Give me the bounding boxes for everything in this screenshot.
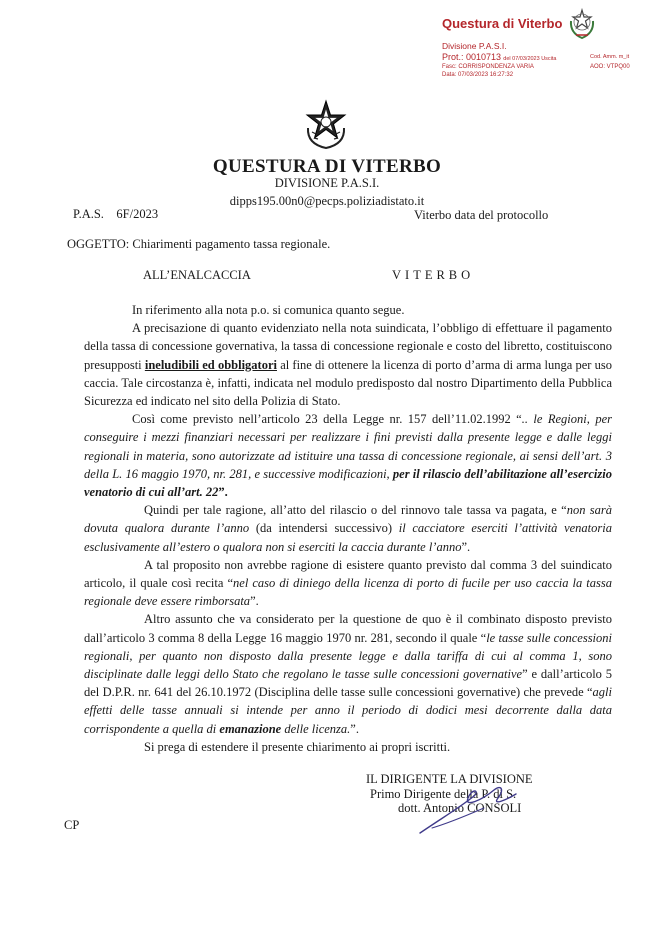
paragraph-law-157-quote: .. le Regioni, per conseguire i mezzi finanziari necessari per realizzare i fini previsti dalla presente legge e dalle leggi regionali in materia, sono autorizzate ad istituire una tassa di concessione regionale, ai sensi dell’art. 3 della L. 16 maggio 1970, nr. 281, e successive modificazioni, bbox=[84, 412, 612, 481]
paragraph-combined-middle: ” e dall’articolo 5 del D.P.R. nr. 641 del 26.10.1972 (Disciplina delle tasse sulle concessioni governative) che prevede “ bbox=[84, 667, 612, 700]
paragraph-comma-3 bbox=[84, 556, 612, 611]
paragraph-payment-close: ”. bbox=[461, 539, 471, 554]
paragraph-comma-3-intro: A tal proposito non avrebbe ragione di esistere quanto previsto dal comma 3 del suindicato articolo, il quale così recita “ bbox=[84, 557, 612, 591]
paragraph-law-157-emphasis: per il rilascio dell’abilitazione all’esercizio venatorio di cui all’art. 22 bbox=[84, 466, 612, 500]
signature-name: dott. Antonio CONSOLI bbox=[398, 801, 522, 816]
paragraph-payment-intro: Quindi per tale ragione, all’atto del rilascio o del rinnovo tale tassa va pagata, e “ bbox=[144, 503, 567, 518]
subject-line: OGGETTO: Chiarimenti pagamento tassa regionale. bbox=[67, 237, 331, 251]
paragraph-combined-quote-end: delle licenza. bbox=[281, 721, 351, 736]
operator-initials: CP bbox=[64, 818, 80, 832]
paragraph-combined-close: ”. bbox=[350, 721, 359, 736]
paragraph-intro-text: In riferimento alla nota p.o. si comunica quanto segue. bbox=[132, 303, 405, 317]
recipient-name: ALL’ENALCACCIA bbox=[143, 268, 251, 282]
letterhead-title: QUESTURA DI VITERBO bbox=[212, 156, 442, 177]
paragraph-payment-quote-2: il cacciatore eserciti l’attività venatoria esclusivamente all’estero o qualora non si eserciti la caccia durante l’anno bbox=[84, 521, 612, 554]
paragraph-comma-3-close: ”. bbox=[250, 594, 259, 609]
paragraph-law-157-intro: Così come previsto nell’articolo 23 della Legge nr. 157 dell’11.02.1992 “ bbox=[132, 412, 522, 427]
letter-body bbox=[84, 301, 612, 756]
signature-role: IL DIRIGENTE LA DIVISIONE bbox=[366, 772, 533, 786]
reference-code: P.A.S. 6F/2023 bbox=[73, 207, 159, 221]
paragraph-combined-quote-2: agli effetti delle tasse annuali si intende per anno il periodo di dodici mesi decorrente dalla data corrispondente a quella di bbox=[84, 685, 612, 736]
republic-star-emblem-icon bbox=[302, 98, 350, 150]
stamp-division: Divisione P.A.S.I. bbox=[442, 41, 507, 51]
stamp-office-title: Questura di Viterbo bbox=[442, 16, 563, 31]
stamp-protocol-number: Prot.: 0010713 bbox=[442, 52, 502, 62]
paragraph-intro bbox=[84, 301, 612, 319]
stamp-fascicolo: Fasc: CORRISPONDENZA VARIA bbox=[442, 64, 534, 70]
paragraph-obligation bbox=[84, 319, 612, 410]
paragraph-combined-quote-1: le tasse sulle concessioni regionali, per quanto non disposto dalla presente legge e dalla tariffa di cui al comma 1, sono disciplinate dalle leggi dello Stato che regolano le tasse sulle concessioni governative bbox=[84, 630, 613, 682]
stamp-aoo: AOO: VTPQ00 bbox=[590, 64, 630, 70]
recipient-city: VITERBO bbox=[392, 268, 475, 282]
paragraph-law-157 bbox=[84, 410, 612, 501]
paragraph-obligation-text-end: al fine di ottenere la licenza di porto d’arma di arma lunga per uso caccia. Tale circostanza è, infatti, indicata nel modulo predisposto dal nostro Dipartimento della Pubblica Sicurezza ed indicato nel sito della Polizia di Stato. bbox=[84, 357, 612, 409]
letterhead-email: dipps195.00n0@pecps.poliziadistato.it bbox=[229, 194, 425, 208]
paragraph-payment-quote-1: non sarà dovuta qualora durante l’anno bbox=[84, 503, 612, 536]
letterhead-division: DIVISIONE P.A.S.I. bbox=[274, 176, 380, 190]
emphasis-emanazione: emanazione bbox=[219, 721, 282, 736]
paragraph-combined-provisions bbox=[84, 610, 612, 737]
stamp-protocol-detail: del 07/03/2023 Uscita bbox=[503, 56, 557, 62]
reference-place-date: Viterbo data del protocollo bbox=[414, 208, 549, 222]
paragraph-payment-reason bbox=[84, 501, 612, 556]
paragraph-payment-aside: (da intendersi successivo) bbox=[249, 521, 399, 536]
paragraph-obligation-text: A precisazione di quanto evidenziato nella nota suindicata, l’obbligo di effettuare il pagamento della tassa di concessione governativa, la tassa di concessione regionale e costo del libretto, costituiscono presupposti bbox=[84, 321, 612, 372]
paragraph-law-157-close: ”. bbox=[218, 485, 228, 500]
handwritten-signature bbox=[412, 778, 522, 836]
paragraph-closing bbox=[84, 738, 612, 756]
stamp-datetime: Data: 07/03/2023 16:27:32 bbox=[442, 72, 514, 78]
emphasis-ineludibili: ineludibili ed obbligatori bbox=[144, 357, 277, 372]
paragraph-combined-intro: Altro assunto che va considerato per la questione de quo è il combinato disposto previsto dall’articolo 3 comma 8 della Legge 16 maggio 1970 nr. 281, secondo il quale “ bbox=[84, 612, 612, 645]
signature-rank: Primo Dirigente della P. di S. bbox=[370, 786, 517, 801]
italian-republic-emblem-icon bbox=[567, 7, 597, 41]
paragraph-comma-3-quote: nel caso di diniego della licenza di porto di fucile per uso caccia la tassa regionale deve essere rimborsata bbox=[84, 576, 612, 609]
stamp-cod-amm: Cod. Amm. m_it bbox=[590, 54, 630, 60]
paragraph-closing-text: Si prega di estendere il presente chiarimento ai propri iscritti. bbox=[144, 739, 451, 754]
